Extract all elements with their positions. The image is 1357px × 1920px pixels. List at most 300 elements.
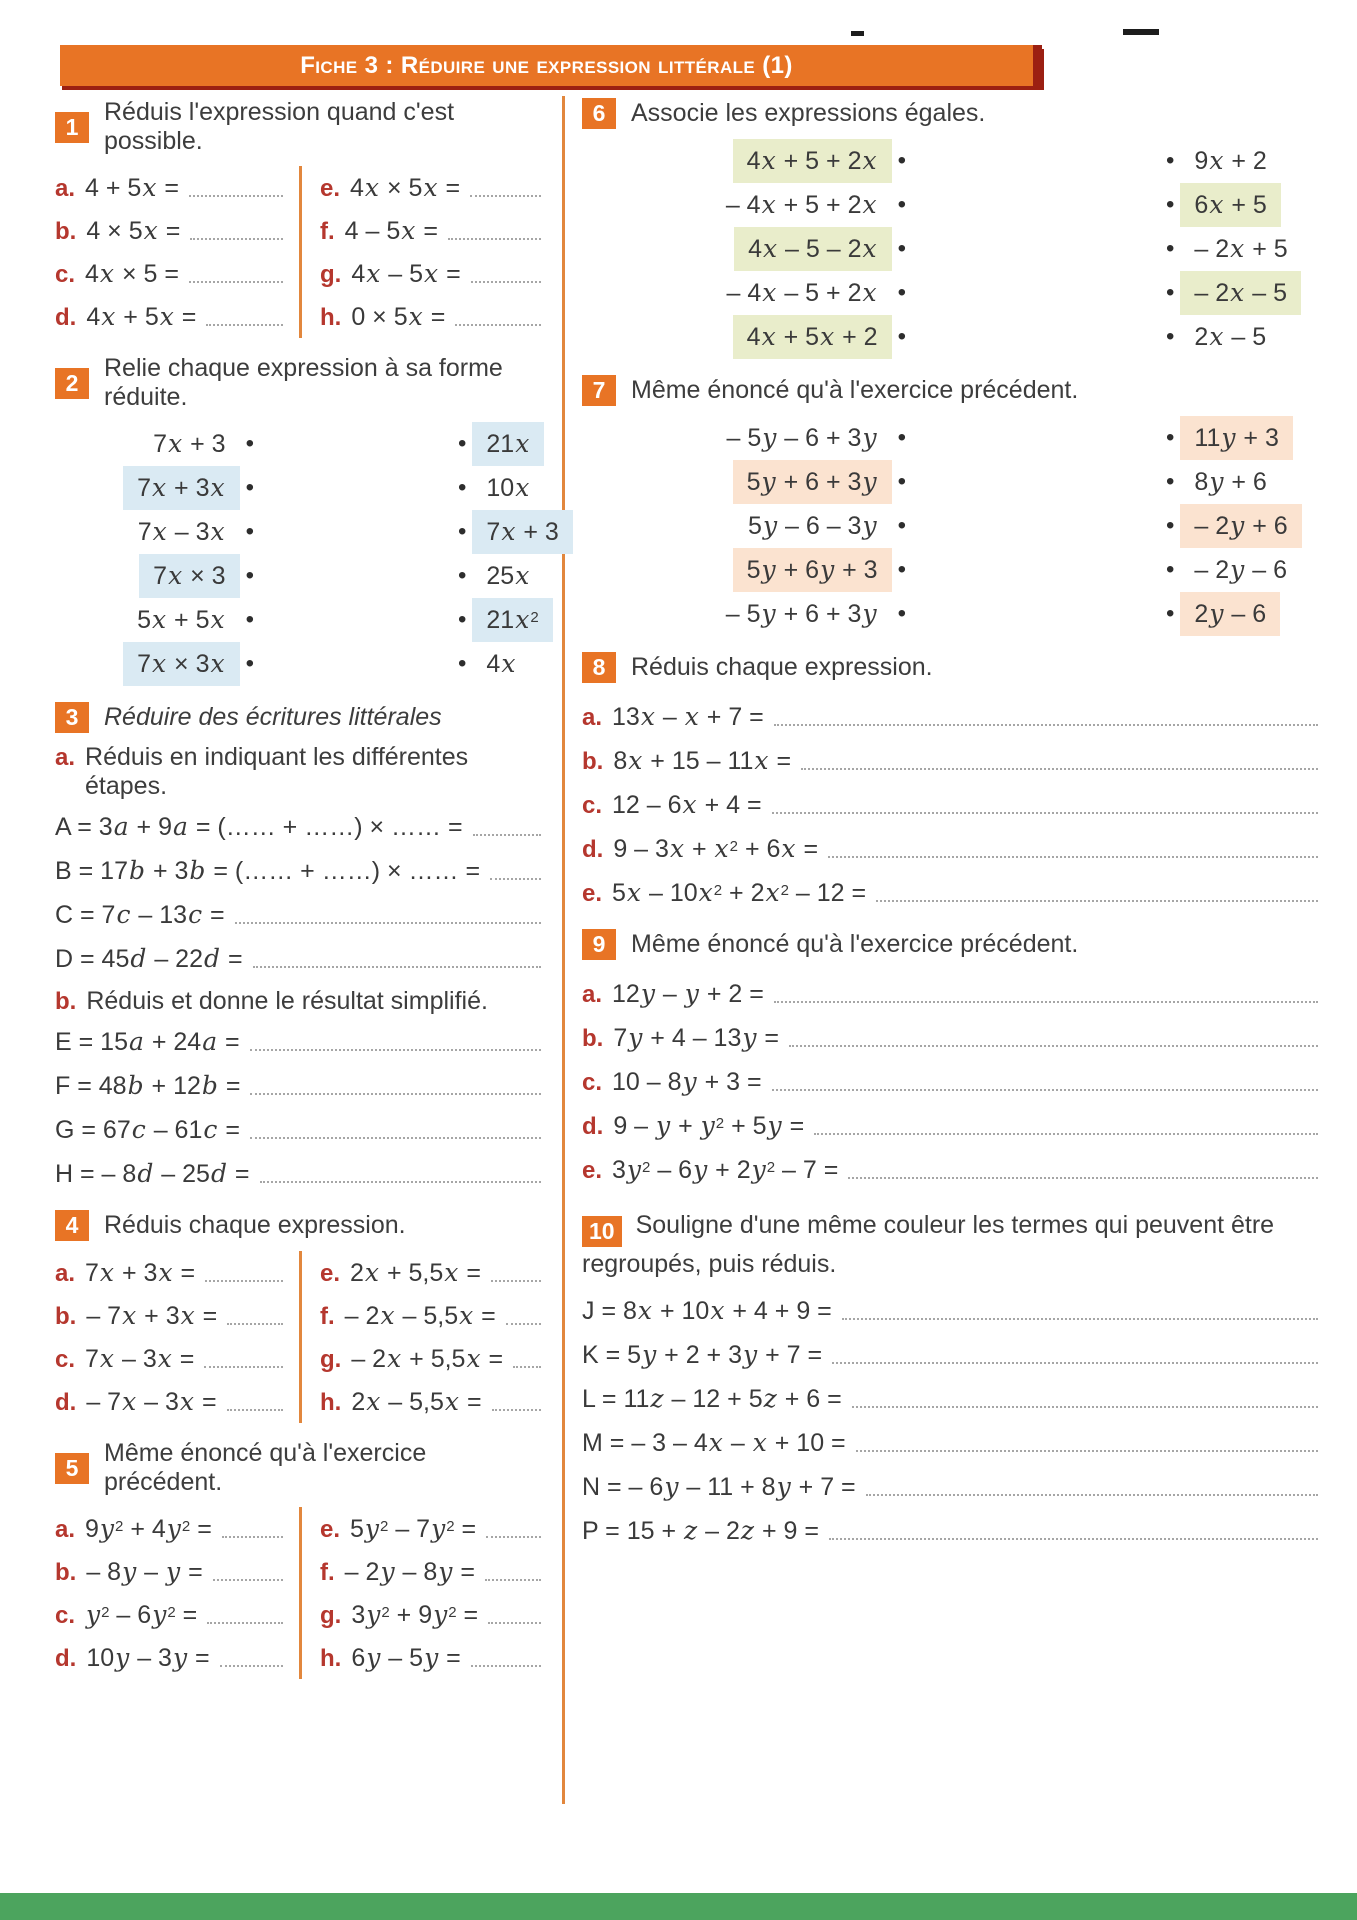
item-label: d. — [55, 304, 77, 331]
item-expression: $3y^2 - 6y + 2y^2 - 7$ = — [612, 1155, 839, 1184]
answer-line — [866, 1494, 1318, 1496]
match-bullet — [1160, 147, 1180, 175]
exercise-item — [582, 781, 1320, 825]
exercise-item — [299, 295, 543, 338]
answer-line — [772, 1089, 1318, 1091]
match-expression: $21x^2$ — [472, 598, 552, 642]
item-expression: – 2y – 8y = — [344, 1557, 475, 1586]
match-expression: 7x – 3x — [137, 517, 225, 546]
exercise-item — [582, 1146, 1320, 1190]
answer-line — [774, 1001, 1318, 1003]
exercise-item — [55, 252, 299, 295]
match-expression: 7x + 3 — [153, 429, 226, 458]
answer-line — [486, 1536, 541, 1538]
answer-line — [852, 1406, 1318, 1408]
answer-line — [222, 1536, 283, 1538]
item-expression: – 7x + 3x = — [86, 1301, 218, 1330]
item-label: b. — [55, 218, 77, 245]
item-label: b. — [55, 1559, 77, 1586]
exercise-item — [299, 1251, 543, 1294]
match-row — [582, 504, 1320, 548]
answer-line — [856, 1450, 1318, 1452]
exercise-item — [55, 295, 299, 338]
item-expression: 10y – 3y = — [86, 1643, 210, 1672]
match-row — [55, 598, 543, 642]
item-label: c. — [582, 792, 603, 819]
equation-line — [55, 1018, 543, 1062]
equation: K = 5y + 2 + 3y + 7 = — [582, 1339, 823, 1369]
answer-line — [250, 1137, 541, 1139]
scan-mark — [851, 31, 864, 36]
match-bullet — [892, 147, 912, 175]
exercise-item — [582, 1102, 1320, 1146]
answer-line — [506, 1323, 541, 1325]
answer-line — [227, 1409, 283, 1411]
exercise-number-badge: 5 — [55, 1453, 89, 1484]
equation-line — [582, 1375, 1320, 1419]
exercise-item — [55, 1593, 299, 1636]
answer-line — [876, 900, 1318, 902]
answer-line — [471, 1665, 541, 1667]
item-label: d. — [582, 836, 604, 863]
answer-line — [473, 834, 541, 836]
answer-line — [205, 1280, 283, 1282]
exercise-4-header — [55, 1210, 543, 1241]
item-label: c. — [55, 1602, 76, 1629]
item-label: h. — [320, 1389, 342, 1416]
item-expression: $9 - 3x + x^2 + 6x$ = — [613, 834, 819, 863]
item-expression: $3y^2 + 9y^2$ = — [351, 1600, 479, 1629]
match-row — [55, 554, 543, 598]
answer-line — [250, 1093, 541, 1095]
match-expression: 7x × 3 — [139, 554, 239, 598]
exercise-item — [299, 166, 543, 209]
exercise-item — [582, 1058, 1320, 1102]
answer-line — [471, 281, 541, 283]
match-expression: – 4x + 5 + 2x — [725, 190, 877, 219]
answer-line — [814, 1133, 1318, 1135]
match-bullet — [240, 562, 260, 590]
match-bullet — [892, 424, 912, 452]
exercise-item — [299, 1593, 543, 1636]
exercise-title: Réduis l'expression quand c'est possible. — [104, 98, 455, 155]
match-bullet — [1160, 191, 1180, 219]
answer-line — [189, 281, 283, 283]
match-expression: – 2x + 5 — [1194, 234, 1288, 263]
exercise-number-badge: 3 — [55, 702, 89, 733]
equation-line — [55, 1150, 543, 1194]
exercise-5-header — [55, 1439, 543, 1497]
exercise-item — [55, 166, 299, 209]
match-expression: 5y – 6 – 3y — [748, 511, 877, 540]
item-expression: $9 - y + y^2 + 5y$ = — [613, 1111, 805, 1140]
answer-line — [470, 195, 541, 197]
exercise-item — [299, 1380, 543, 1423]
match-expression: – 2x – 5 — [1180, 271, 1301, 315]
answer-line — [250, 1049, 541, 1051]
exercise-item — [55, 1636, 299, 1679]
exercise-1-items — [55, 166, 543, 338]
item-expression: 0 × 5x = — [351, 302, 446, 331]
exercise-item — [55, 1507, 299, 1550]
item-expression: – 8y – y = — [86, 1557, 203, 1586]
answer-line — [491, 1280, 541, 1282]
item-label: g. — [320, 261, 342, 288]
item-label: f. — [320, 218, 335, 245]
match-expression: 4x – 5 – 2x — [734, 227, 892, 271]
answer-line — [490, 878, 541, 880]
match-row — [582, 548, 1320, 592]
item-expression: 7x + 3x = — [85, 1258, 196, 1287]
item-label: h. — [320, 304, 342, 331]
match-bullet — [452, 650, 472, 678]
exercise-item — [55, 1550, 299, 1593]
item-expression: $5x - 10x^2 + 2x^2 - 12$ = — [612, 878, 867, 907]
match-row — [582, 315, 1320, 359]
match-expression: 4x + 5x + 2 — [733, 315, 892, 359]
match-bullet — [452, 474, 472, 502]
item-expression: – 2x + 5,5x = — [351, 1344, 504, 1373]
equation-line — [582, 1419, 1320, 1463]
item-label: e. — [320, 175, 341, 202]
match-expression: 5y + 6 + 3y — [733, 460, 892, 504]
equation-line — [582, 1507, 1320, 1551]
match-bullet — [1160, 556, 1180, 584]
equation: G = 67c – 61c = — [55, 1115, 240, 1144]
answer-line — [190, 238, 283, 240]
exercise-6-matching — [582, 139, 1320, 359]
worksheet-title: Fiche 3 : Réduire une expression littérale (1) — [300, 51, 793, 79]
match-bullet — [240, 650, 260, 678]
footer-bar — [0, 1893, 1357, 1920]
answer-line — [772, 812, 1318, 814]
equation: L = 11z – 12 + 5z + 6 = — [582, 1383, 842, 1413]
exercise-item — [582, 970, 1320, 1014]
item-expression: $5y^2 - 7y^2$ = — [350, 1514, 477, 1543]
equation: D = 45d – 22d = — [55, 944, 243, 973]
match-expression: 5x + 5x — [137, 605, 225, 634]
exercise-item — [299, 1507, 543, 1550]
exercise-title: Réduire des écritures littérales — [104, 703, 442, 731]
item-label: c. — [55, 261, 76, 288]
answer-line — [513, 1366, 541, 1368]
part-label: a. — [55, 744, 76, 771]
item-expression: 7x – 3x = — [85, 1344, 195, 1373]
answer-line — [492, 1409, 541, 1411]
match-row — [582, 592, 1320, 636]
match-expression: 4x — [486, 649, 516, 678]
exercise-item — [55, 1337, 299, 1380]
match-expression: 6x + 5 — [1180, 183, 1280, 227]
exercise-item — [299, 252, 543, 295]
equation-line — [582, 1287, 1320, 1331]
match-bullet — [240, 430, 260, 458]
match-expression: 7x + 3x — [123, 466, 240, 510]
item-label: f. — [320, 1559, 335, 1586]
answer-line — [801, 768, 1318, 770]
item-label: a. — [55, 175, 76, 202]
part-label: b. — [55, 988, 77, 1015]
item-expression: 4 × 5x = — [86, 216, 181, 245]
exercise-title: Souligne d'une même couleur les termes qui peuvent être regroupés, puis réduis. — [582, 1211, 1275, 1278]
item-label: c. — [55, 1346, 76, 1373]
exercise-10-header — [582, 1208, 1320, 1281]
exercise-item — [582, 693, 1320, 737]
exercise-title: Réduis chaque expression. — [104, 1211, 406, 1239]
exercise-8-header — [582, 652, 1320, 683]
exercise-number-badge: 8 — [582, 652, 616, 683]
answer-line — [842, 1318, 1318, 1320]
match-expression: – 5y – 6 + 3y — [726, 423, 877, 452]
match-bullet — [1160, 235, 1180, 263]
match-expression: 2x – 5 — [1194, 322, 1267, 351]
match-bullet — [452, 606, 472, 634]
answer-line — [488, 1622, 541, 1624]
match-bullet — [240, 606, 260, 634]
match-expression: 8y + 6 — [1194, 467, 1267, 496]
exercise-1-header — [55, 98, 543, 156]
match-row — [582, 139, 1320, 183]
match-row — [582, 271, 1320, 315]
exercise-2-header — [55, 354, 543, 412]
item-label: f. — [320, 1303, 335, 1330]
equation-line — [55, 803, 543, 847]
match-bullet — [892, 191, 912, 219]
match-bullet — [1160, 512, 1180, 540]
match-row — [582, 183, 1320, 227]
answer-line — [253, 966, 541, 968]
item-expression: 4x + 5x = — [86, 302, 197, 331]
exercise-item — [582, 825, 1320, 869]
exercise-item — [582, 1014, 1320, 1058]
exercise-number-badge: 1 — [55, 112, 89, 143]
right-column — [582, 96, 1320, 1551]
item-expression: 2x – 5,5x = — [351, 1387, 482, 1416]
exercise-4-items — [55, 1251, 543, 1423]
exercise-item — [582, 869, 1320, 913]
exercise-7-header — [582, 375, 1320, 406]
match-expression: 9x + 2 — [1194, 146, 1267, 175]
match-expression: – 2y + 6 — [1180, 504, 1301, 548]
item-label: c. — [582, 1069, 603, 1096]
answer-line — [789, 1045, 1318, 1047]
exercise-number-badge: 2 — [55, 368, 89, 399]
left-column — [55, 96, 559, 1679]
item-expression: 2x + 5,5x = — [350, 1258, 481, 1287]
item-expression: 10 – 8y + 3 = — [612, 1067, 762, 1096]
item-label: d. — [582, 1113, 604, 1140]
match-bullet — [892, 468, 912, 496]
answer-line — [774, 724, 1318, 726]
exercise-2-matching — [55, 422, 559, 686]
item-label: e. — [320, 1516, 341, 1543]
answer-line — [189, 195, 283, 197]
equation: H = – 8d – 25d = — [55, 1159, 250, 1188]
match-bullet — [240, 474, 260, 502]
answer-line — [448, 238, 541, 240]
match-bullet — [892, 512, 912, 540]
column-divider — [562, 96, 565, 1804]
match-bullet — [1160, 600, 1180, 628]
match-row — [55, 466, 543, 510]
answer-line — [832, 1362, 1318, 1364]
item-label: a. — [55, 1516, 76, 1543]
equation-line — [55, 891, 543, 935]
item-expression: $y^2 - 6y^2$ = — [86, 1600, 198, 1629]
exercise-item — [299, 1337, 543, 1380]
exercise-item — [299, 1550, 543, 1593]
match-bullet — [452, 430, 472, 458]
item-expression: – 7x – 3x = — [86, 1387, 217, 1416]
item-expression: 13x – x + 7 = — [612, 702, 764, 731]
item-label: g. — [320, 1602, 342, 1629]
match-bullet — [452, 562, 472, 590]
item-expression: $9y^2 + 4y^2$ = — [85, 1514, 212, 1543]
exercise-title: Associe les expressions égales. — [631, 99, 986, 127]
match-bullet — [892, 600, 912, 628]
equation-line — [582, 1331, 1320, 1375]
exercise-5-items — [55, 1507, 543, 1679]
item-expression: 4 + 5x = — [85, 173, 179, 202]
match-expression: – 2y – 6 — [1194, 555, 1287, 584]
equation: F = 48b + 12b = — [55, 1071, 241, 1100]
exercise-title: Réduis chaque expression. — [631, 653, 933, 681]
item-label: a. — [55, 1260, 76, 1287]
match-expression: 25x — [486, 561, 530, 590]
match-row — [582, 460, 1320, 504]
match-bullet — [892, 556, 912, 584]
equation-line — [55, 847, 543, 891]
answer-line — [220, 1665, 283, 1667]
exercise-title: Même énoncé qu'à l'exercice précédent. — [104, 1439, 427, 1496]
exercise-title: Relie chaque expression à sa forme réduite. — [104, 354, 503, 411]
worksheet-title-bar — [60, 45, 1042, 86]
exercise-title: Même énoncé qu'à l'exercice précédent. — [631, 930, 1079, 958]
equation: P = 15 + z – 2z + 9 = — [582, 1515, 820, 1545]
match-expression: 2y – 6 — [1180, 592, 1280, 636]
item-label: e. — [582, 880, 603, 907]
exercise-number-badge: 9 — [582, 929, 616, 960]
item-label: b. — [55, 1303, 77, 1330]
equation: M = – 3 – 4x – x + 10 = — [582, 1427, 846, 1457]
equation: C = 7c – 13c = — [55, 900, 225, 929]
answer-line — [207, 1622, 283, 1624]
item-expression: 8x + 15 – 11x = — [613, 746, 792, 775]
answer-line — [213, 1579, 283, 1581]
item-expression: 4x × 5 = — [85, 259, 179, 288]
match-bullet — [240, 518, 260, 546]
match-row — [582, 227, 1320, 271]
exercise-3-part-b — [55, 987, 543, 1016]
item-label: d. — [55, 1389, 77, 1416]
item-expression: 6y – 5y = — [351, 1643, 461, 1672]
item-label: b. — [582, 1025, 604, 1052]
match-bullet — [1160, 323, 1180, 351]
exercise-3-part-a — [55, 743, 543, 801]
exercise-7-matching — [582, 416, 1320, 636]
equation: J = 8x + 10x + 4 + 9 = — [582, 1295, 832, 1325]
exercise-number-badge: 7 — [582, 375, 616, 406]
part-instruction: Réduis en indiquant les différentes étapes. — [85, 743, 469, 800]
exercise-item — [55, 1380, 299, 1423]
answer-line — [204, 1366, 283, 1368]
answer-line — [455, 324, 541, 326]
item-label: a. — [582, 704, 603, 731]
equation: B = 17b + 3b = (…… + ……) × …… = — [55, 856, 481, 885]
match-expression: – 5y + 6 + 3y — [725, 599, 877, 628]
match-expression: – 4x – 5 + 2x — [726, 278, 877, 307]
exercise-number-badge: 4 — [55, 1210, 89, 1241]
exercise-item — [299, 1294, 543, 1337]
exercise-item — [55, 209, 299, 252]
item-expression: 12 – 6x + 4 = — [612, 790, 762, 819]
answer-line — [828, 856, 1318, 858]
item-expression: 12y – y + 2 = — [612, 979, 764, 1008]
item-label: g. — [320, 1346, 342, 1373]
item-label: e. — [582, 1157, 603, 1184]
item-label: a. — [582, 981, 603, 1008]
answer-line — [848, 1177, 1318, 1179]
item-expression: 7y + 4 – 13y = — [613, 1023, 780, 1052]
exercise-title: Même énoncé qu'à l'exercice précédent. — [631, 376, 1079, 404]
match-row — [55, 510, 559, 554]
part-instruction: Réduis et donne le résultat simplifié. — [86, 987, 488, 1015]
item-expression: – 2x – 5,5x = — [344, 1301, 496, 1330]
match-row — [582, 416, 1320, 460]
match-bullet — [892, 323, 912, 351]
equation: N = – 6y – 11 + 8y + 7 = — [582, 1471, 856, 1501]
answer-line — [829, 1538, 1318, 1540]
match-bullet — [1160, 424, 1180, 452]
match-expression: 11y + 3 — [1180, 416, 1292, 460]
match-expression: 4x + 5 + 2x — [733, 139, 892, 183]
item-expression: 4 – 5x = — [344, 216, 438, 245]
match-bullet — [452, 518, 472, 546]
match-expression: 21x — [472, 422, 544, 466]
answer-line — [485, 1579, 541, 1581]
exercise-item — [582, 737, 1320, 781]
item-label: h. — [320, 1645, 342, 1672]
match-row — [55, 642, 543, 686]
equation-line — [55, 935, 543, 979]
answer-line — [260, 1181, 542, 1183]
match-bullet — [892, 279, 912, 307]
match-expression: 10x — [486, 473, 530, 502]
exercise-6-header — [582, 98, 1320, 129]
item-label: e. — [320, 1260, 341, 1287]
equation-line — [55, 1062, 543, 1106]
exercise-item — [55, 1251, 299, 1294]
exercise-item — [299, 209, 543, 252]
match-bullet — [1160, 279, 1180, 307]
item-expression: 4x – 5x = — [351, 259, 461, 288]
exercise-9-header — [582, 929, 1320, 960]
exercise-item — [55, 1294, 299, 1337]
scan-mark — [1123, 29, 1159, 35]
item-label: d. — [55, 1645, 77, 1672]
answer-line — [206, 324, 283, 326]
exercise-3-header — [55, 702, 543, 733]
item-expression: 4x × 5x = — [350, 173, 461, 202]
equation-line — [55, 1106, 543, 1150]
match-bullet — [1160, 468, 1180, 496]
match-expression: 7x × 3x — [123, 642, 240, 686]
equation-line — [582, 1463, 1320, 1507]
exercise-number-badge: 10 — [582, 1216, 622, 1247]
exercise-number-badge: 6 — [582, 98, 616, 129]
answer-line — [235, 922, 541, 924]
answer-line — [227, 1323, 283, 1325]
